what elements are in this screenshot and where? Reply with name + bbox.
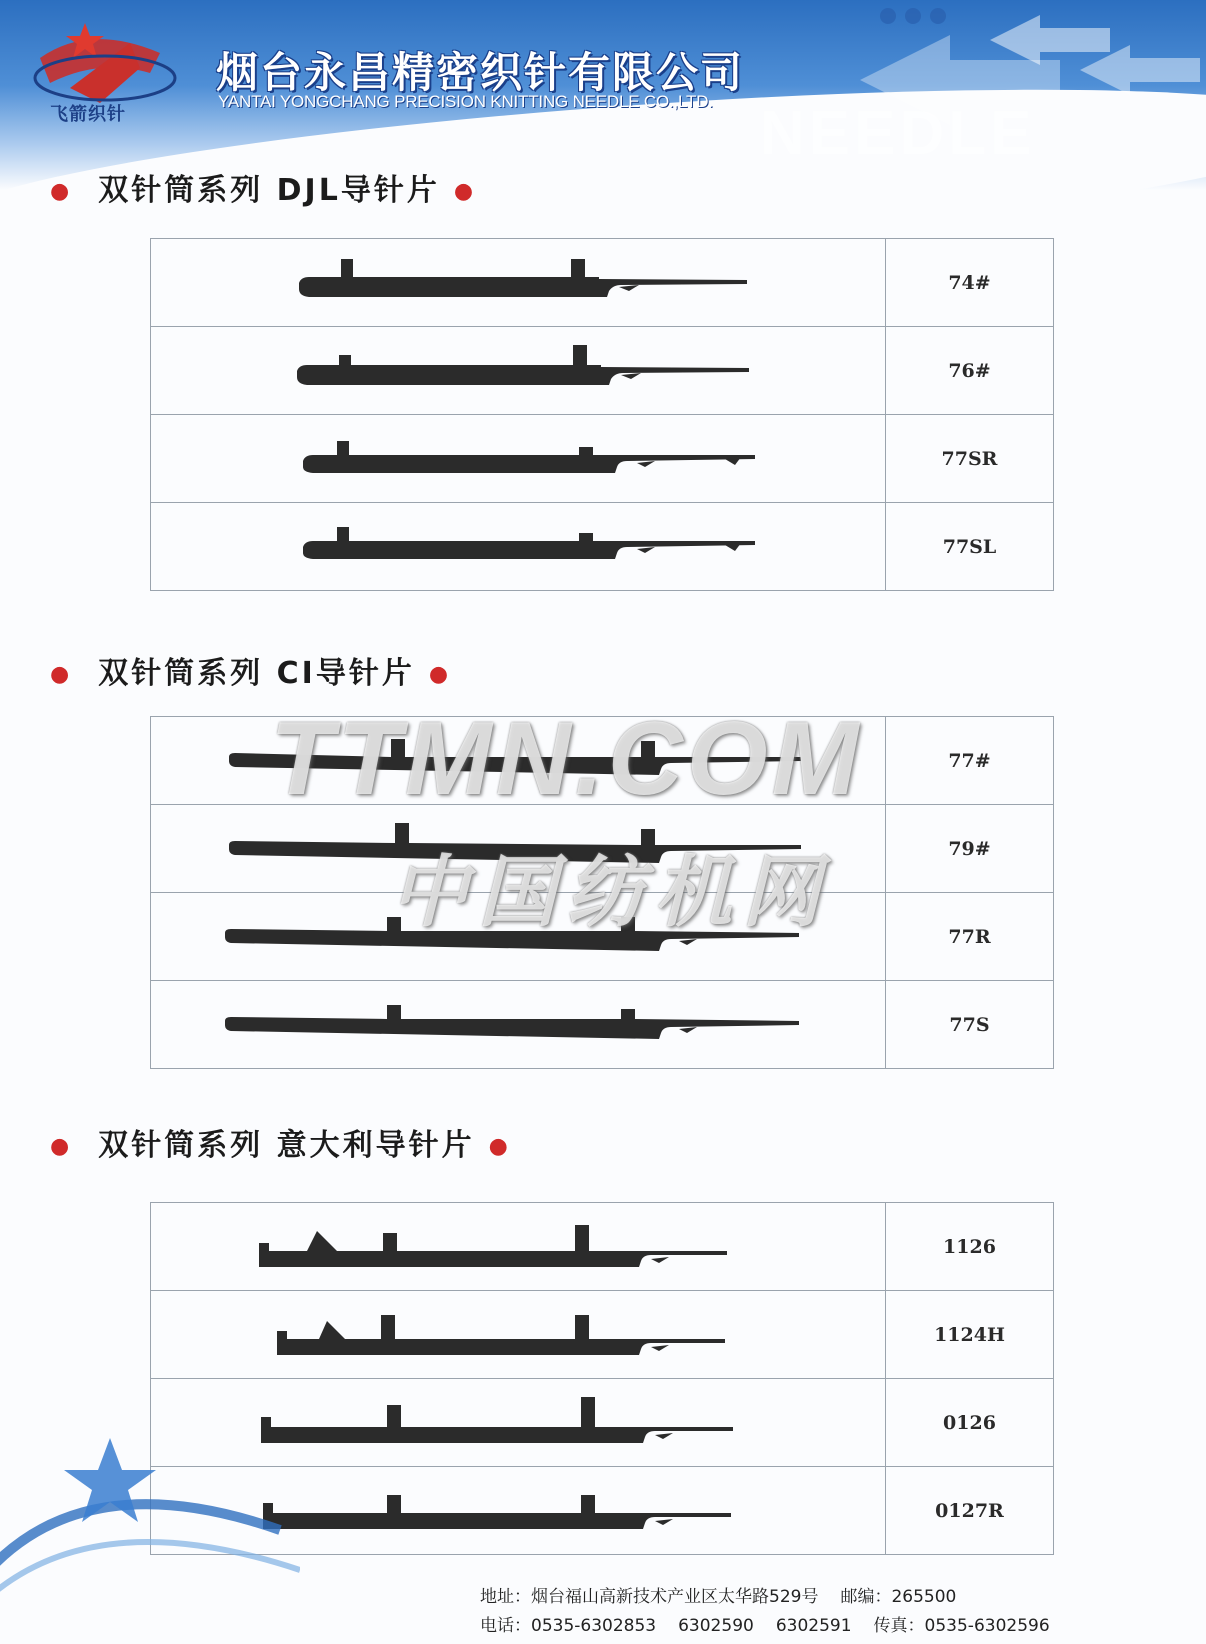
part-image: [151, 1291, 886, 1379]
table-row: [151, 981, 1054, 1069]
bullet-icon: ●: [488, 1134, 511, 1159]
part-code: 0127R: [886, 1467, 1054, 1555]
watermark-ttmn: TTMN.COM: [270, 701, 863, 817]
needle-part-1124h-icon: [151, 1291, 885, 1378]
needle-part-77s-icon: [151, 981, 885, 1068]
part-image: [151, 1203, 886, 1291]
section-title-ci: ● 双针筒系列 CI导针片 ●: [50, 656, 452, 691]
footer-address: [480, 1582, 1072, 1636]
part-code: 77SR: [886, 415, 1054, 503]
bullet-icon: ●: [50, 1134, 73, 1159]
address-line: 地址：烟台福山高新技术产业区太华路529号 邮编：265500: [480, 1587, 957, 1607]
section-title-djl: ● 双针筒系列 DJL导针片 ●: [50, 173, 477, 208]
part-code: 77R: [886, 893, 1054, 981]
bullet-icon: ●: [50, 179, 73, 204]
table-row: [151, 1291, 1054, 1379]
part-code: 79#: [886, 805, 1054, 893]
part-image: [151, 327, 886, 415]
table-row: [151, 415, 1054, 503]
part-code: 0126: [886, 1379, 1054, 1467]
part-code: 76#: [886, 327, 1054, 415]
needle-part-1126-icon: [151, 1203, 885, 1290]
table-row: [151, 327, 1054, 415]
needle-part-77sl-icon: [151, 503, 885, 590]
part-code: 1126: [886, 1203, 1054, 1291]
bullet-icon: ●: [428, 662, 452, 687]
bullet-icon: ●: [453, 179, 477, 204]
logo-text: 飞箭织针: [50, 104, 126, 125]
table-row: [151, 503, 1054, 591]
table-row: [151, 1203, 1054, 1291]
company-name-en: YANTAI YONGCHANG PRECISION KNITTING NEEDLE CO.,LTD.: [218, 92, 713, 111]
part-code: 1124H: [886, 1291, 1054, 1379]
part-image: [151, 503, 886, 591]
part-image: [151, 981, 886, 1069]
needle-part-77sr-icon: [151, 415, 885, 502]
needle-part-76-icon: [151, 327, 885, 414]
section-title-italy: ● 双针筒系列 意大利导针片 ●: [50, 1128, 511, 1163]
part-image: [151, 239, 886, 327]
table-row: [151, 239, 1054, 327]
part-code: 77SL: [886, 503, 1054, 591]
part-code: 74#: [886, 239, 1054, 327]
watermark-cn: 中国纺机网: [390, 848, 831, 938]
djl-parts-table: [150, 238, 1054, 591]
part-code: 77S: [886, 981, 1054, 1069]
company-name-cn: 烟台永昌精密织针有限公司: [216, 48, 745, 97]
part-code: 77#: [886, 717, 1054, 805]
bullet-icon: ●: [50, 662, 73, 687]
needle-background-word: NEEDLE: [760, 99, 1036, 168]
star-swoosh-decoration-icon: [0, 1420, 300, 1644]
needle-part-74-icon: [151, 239, 885, 326]
page-header: [0, 0, 1206, 190]
phone-line: 电话：0535-6302853 6302590 6302591 传真：0535-6302596: [480, 1616, 1050, 1636]
part-image: [151, 415, 886, 503]
